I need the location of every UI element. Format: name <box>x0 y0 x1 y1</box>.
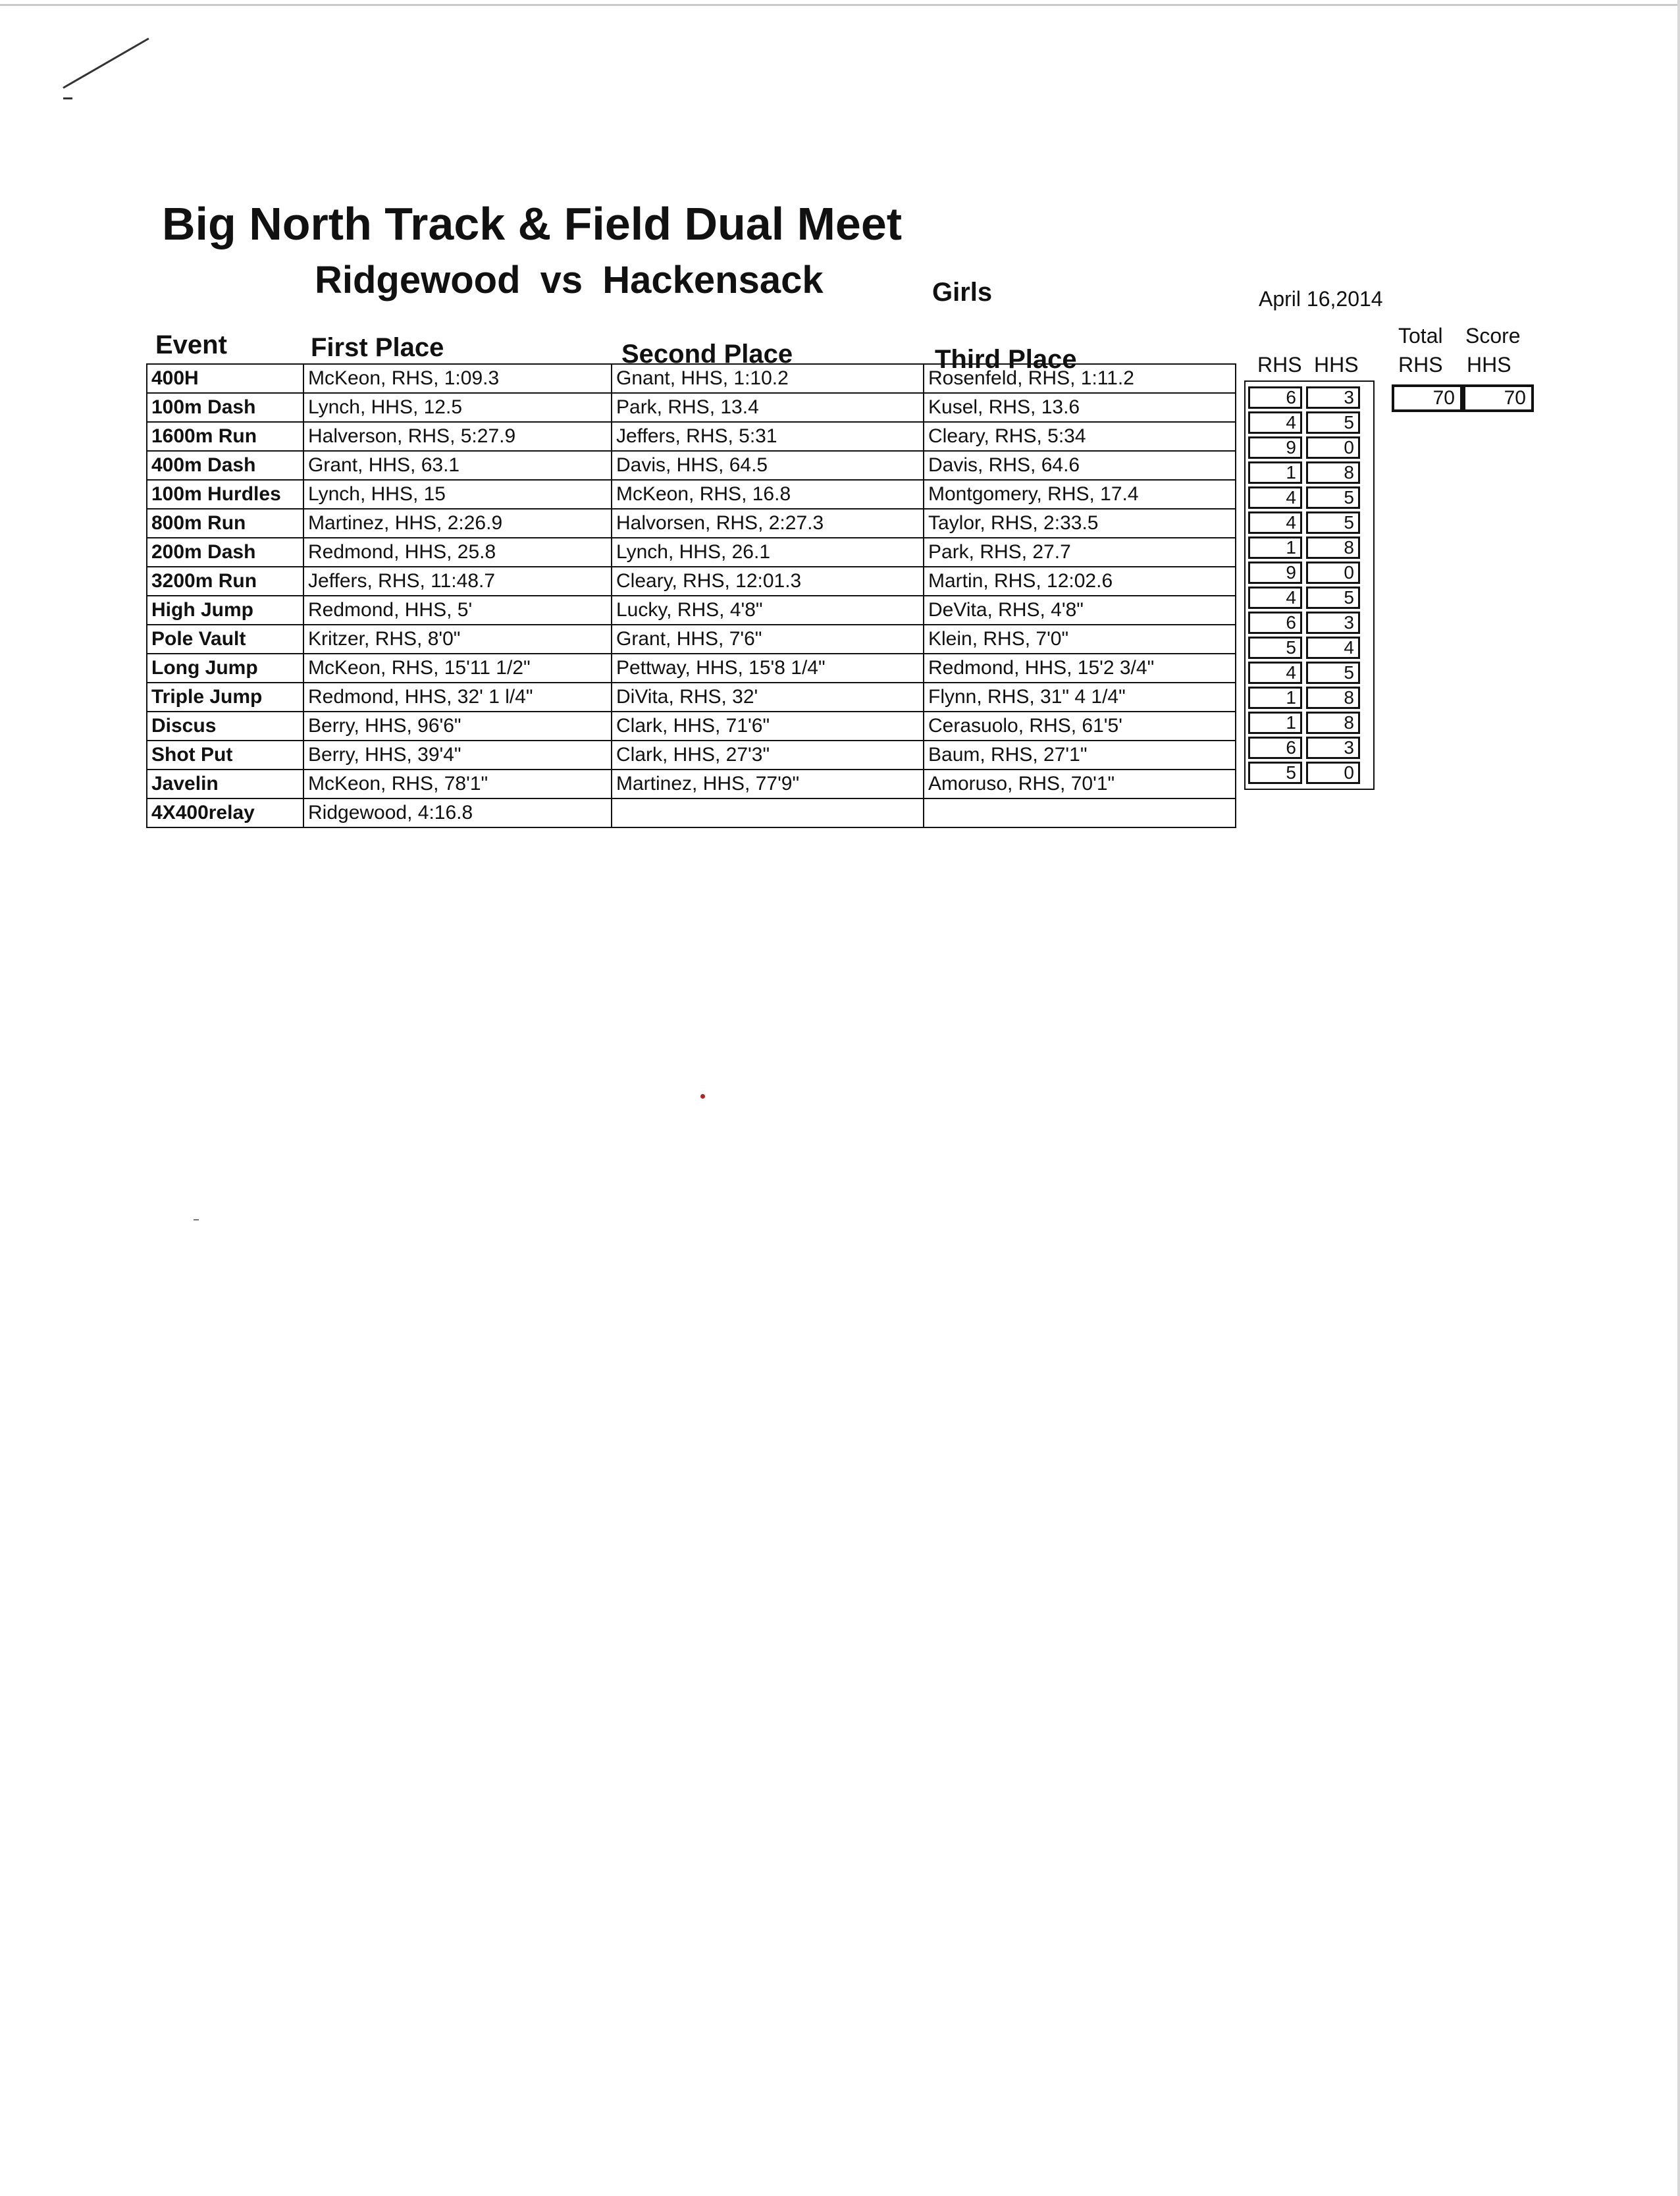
rhs-score-box: 4 <box>1248 411 1302 434</box>
table-row <box>147 596 1236 625</box>
header-total-hhs: HHS <box>1467 353 1511 377</box>
meet-subtitle: Ridgewood vs Hackensack <box>315 259 824 301</box>
score-row <box>1248 536 1371 559</box>
hhs-score-box: 8 <box>1306 461 1360 484</box>
pen-mark <box>63 38 149 89</box>
hhs-score-box: 8 <box>1306 712 1360 734</box>
event-cell: Long Jump <box>147 654 303 683</box>
third-place-cell: Rosenfeld, RHS, 1:11.2 <box>924 364 1236 393</box>
third-place-cell: Amoruso, RHS, 70'1" <box>924 770 1236 798</box>
score-row <box>1248 486 1371 509</box>
first-place-cell: Lynch, HHS, 12.5 <box>303 393 612 422</box>
first-place-cell: McKeon, RHS, 15'11 1/2" <box>303 654 612 683</box>
hhs-score-box: 3 <box>1306 386 1360 409</box>
rhs-score-box: 5 <box>1248 762 1302 784</box>
rhs-score-box: 6 <box>1248 612 1302 634</box>
first-place-cell: Lynch, HHS, 15 <box>303 480 612 509</box>
third-place-cell: Cerasuolo, RHS, 61'5' <box>924 712 1236 741</box>
event-cell: 1600m Run <box>147 422 303 451</box>
event-cell: Shot Put <box>147 741 303 770</box>
third-place-cell: Davis, RHS, 64.6 <box>924 451 1236 480</box>
second-place-cell: DiVita, RHS, 32' <box>612 683 924 712</box>
third-place-cell: Montgomery, RHS, 17.4 <box>924 480 1236 509</box>
first-place-cell: Redmond, HHS, 32' 1 l/4" <box>303 683 612 712</box>
second-place-cell: Lucky, RHS, 4'8" <box>612 596 924 625</box>
scan-right-edge <box>1677 0 1680 2196</box>
third-place-cell <box>924 798 1236 827</box>
header-score: Score <box>1465 324 1521 348</box>
header-rhs: RHS <box>1257 353 1302 377</box>
event-cell: Discus <box>147 712 303 741</box>
table-row <box>147 712 1236 741</box>
third-place-cell: Cleary, RHS, 5:34 <box>924 422 1236 451</box>
table-row <box>147 683 1236 712</box>
first-place-cell: Jeffers, RHS, 11:48.7 <box>303 567 612 596</box>
event-cell: Pole Vault <box>147 625 303 654</box>
event-cell: 4X400relay <box>147 798 303 827</box>
event-cell: Javelin <box>147 770 303 798</box>
event-cell: 100m Hurdles <box>147 480 303 509</box>
first-place-cell: Redmond, HHS, 5' <box>303 596 612 625</box>
hhs-score-box: 5 <box>1306 511 1360 534</box>
event-cell: High Jump <box>147 596 303 625</box>
first-place-cell: Martinez, HHS, 2:26.9 <box>303 509 612 538</box>
rhs-score-box: 6 <box>1248 737 1302 759</box>
ink-dot <box>700 1094 705 1099</box>
score-row <box>1248 436 1371 459</box>
total-hhs-box: 70 <box>1463 384 1534 412</box>
rhs-score-box: 1 <box>1248 712 1302 734</box>
table-row <box>147 567 1236 596</box>
third-place-cell: Park, RHS, 27.7 <box>924 538 1236 567</box>
scan-top-edge <box>0 4 1680 6</box>
second-place-cell: Halvorsen, RHS, 2:27.3 <box>612 509 924 538</box>
hhs-score-box: 0 <box>1306 436 1360 459</box>
first-place-cell: Berry, HHS, 96'6" <box>303 712 612 741</box>
first-place-cell: Halverson, RHS, 5:27.9 <box>303 422 612 451</box>
hhs-score-box: 5 <box>1306 587 1360 609</box>
event-cell: 200m Dash <box>147 538 303 567</box>
pen-mark-tail <box>63 97 72 99</box>
third-place-cell: Martin, RHS, 12:02.6 <box>924 567 1236 596</box>
third-place-cell: Kusel, RHS, 13.6 <box>924 393 1236 422</box>
table-row <box>147 798 1236 827</box>
gender-label: Girls <box>932 278 993 307</box>
rhs-score-box: 4 <box>1248 662 1302 684</box>
score-row <box>1248 737 1371 759</box>
event-cell: 3200m Run <box>147 567 303 596</box>
scan-speck <box>194 1219 199 1220</box>
second-place-cell: Pettway, HHS, 15'8 1/4" <box>612 654 924 683</box>
rhs-score-box: 4 <box>1248 486 1302 509</box>
score-row <box>1248 687 1371 709</box>
second-place-cell: Lynch, HHS, 26.1 <box>612 538 924 567</box>
score-row <box>1248 662 1371 684</box>
score-row <box>1248 511 1371 534</box>
event-cell: 100m Dash <box>147 393 303 422</box>
rhs-score-box: 4 <box>1248 587 1302 609</box>
third-place-cell: Klein, RHS, 7'0" <box>924 625 1236 654</box>
rhs-score-box: 9 <box>1248 436 1302 459</box>
second-place-cell: Martinez, HHS, 77'9" <box>612 770 924 798</box>
score-row <box>1248 762 1371 784</box>
header-total: Total <box>1398 324 1443 348</box>
rhs-score-box: 1 <box>1248 687 1302 709</box>
hhs-score-box: 8 <box>1306 687 1360 709</box>
hhs-score-box: 3 <box>1306 737 1360 759</box>
header-event: Event <box>155 330 227 359</box>
results-table <box>146 363 1236 828</box>
first-place-cell: Berry, HHS, 39'4" <box>303 741 612 770</box>
hhs-score-box: 5 <box>1306 486 1360 509</box>
meet-title: Big North Track & Field Dual Meet <box>162 198 903 249</box>
total-score-row <box>1392 384 1534 412</box>
table-row <box>147 654 1236 683</box>
second-place-cell: Jeffers, RHS, 5:31 <box>612 422 924 451</box>
header-third-place: Third Place <box>935 345 1077 374</box>
event-score-column <box>1244 380 1375 790</box>
hhs-score-box: 0 <box>1306 562 1360 584</box>
third-place-cell: Flynn, RHS, 31" 4 1/4" <box>924 683 1236 712</box>
table-row <box>147 741 1236 770</box>
second-place-cell: Grant, HHS, 7'6" <box>612 625 924 654</box>
score-row <box>1248 587 1371 609</box>
second-place-cell: Clark, HHS, 71'6" <box>612 712 924 741</box>
score-row <box>1248 461 1371 484</box>
rhs-score-box: 5 <box>1248 637 1302 659</box>
rhs-score-box: 6 <box>1248 386 1302 409</box>
first-place-cell: Kritzer, RHS, 8'0" <box>303 625 612 654</box>
table-row <box>147 770 1236 798</box>
rhs-score-box: 9 <box>1248 562 1302 584</box>
header-total-rhs: RHS <box>1398 353 1443 377</box>
hhs-score-box: 4 <box>1306 637 1360 659</box>
second-place-cell: Clark, HHS, 27'3" <box>612 741 924 770</box>
first-place-cell: Redmond, HHS, 25.8 <box>303 538 612 567</box>
hhs-score-box: 5 <box>1306 662 1360 684</box>
event-cell: 800m Run <box>147 509 303 538</box>
first-place-cell: Grant, HHS, 63.1 <box>303 451 612 480</box>
first-place-cell: McKeon, RHS, 1:09.3 <box>303 364 612 393</box>
table-row <box>147 422 1236 451</box>
table-row <box>147 364 1236 393</box>
first-place-cell: Ridgewood, 4:16.8 <box>303 798 612 827</box>
table-row <box>147 509 1236 538</box>
second-place-cell: Gnant, HHS, 1:10.2 <box>612 364 924 393</box>
header-hhs: HHS <box>1314 353 1359 377</box>
second-place-cell <box>612 798 924 827</box>
header-second-place: Second Place <box>621 340 793 369</box>
event-cell: 400m Dash <box>147 451 303 480</box>
third-place-cell: DeVita, RHS, 4'8" <box>924 596 1236 625</box>
third-place-cell: Redmond, HHS, 15'2 3/4" <box>924 654 1236 683</box>
event-cell: Triple Jump <box>147 683 303 712</box>
first-place-cell: McKeon, RHS, 78'1" <box>303 770 612 798</box>
table-row <box>147 480 1236 509</box>
score-row <box>1248 637 1371 659</box>
score-row <box>1248 411 1371 434</box>
third-place-cell: Taylor, RHS, 2:33.5 <box>924 509 1236 538</box>
rhs-score-box: 1 <box>1248 461 1302 484</box>
score-row <box>1248 612 1371 634</box>
table-row <box>147 625 1236 654</box>
second-place-cell: McKeon, RHS, 16.8 <box>612 480 924 509</box>
second-place-cell: Cleary, RHS, 12:01.3 <box>612 567 924 596</box>
hhs-score-box: 0 <box>1306 762 1360 784</box>
event-cell: 400H <box>147 364 303 393</box>
score-row <box>1248 712 1371 734</box>
rhs-score-box: 4 <box>1248 511 1302 534</box>
second-place-cell: Davis, HHS, 64.5 <box>612 451 924 480</box>
total-rhs-box: 70 <box>1392 384 1463 412</box>
score-row <box>1248 386 1371 409</box>
meet-date: April 16,2014 <box>1259 287 1383 311</box>
table-row <box>147 538 1236 567</box>
rhs-score-box: 1 <box>1248 536 1302 559</box>
score-row <box>1248 562 1371 584</box>
third-place-cell: Baum, RHS, 27'1" <box>924 741 1236 770</box>
second-place-cell: Park, RHS, 13.4 <box>612 393 924 422</box>
hhs-score-box: 8 <box>1306 536 1360 559</box>
hhs-score-box: 3 <box>1306 612 1360 634</box>
table-row <box>147 451 1236 480</box>
table-row <box>147 393 1236 422</box>
header-first-place: First Place <box>311 333 444 362</box>
hhs-score-box: 5 <box>1306 411 1360 434</box>
